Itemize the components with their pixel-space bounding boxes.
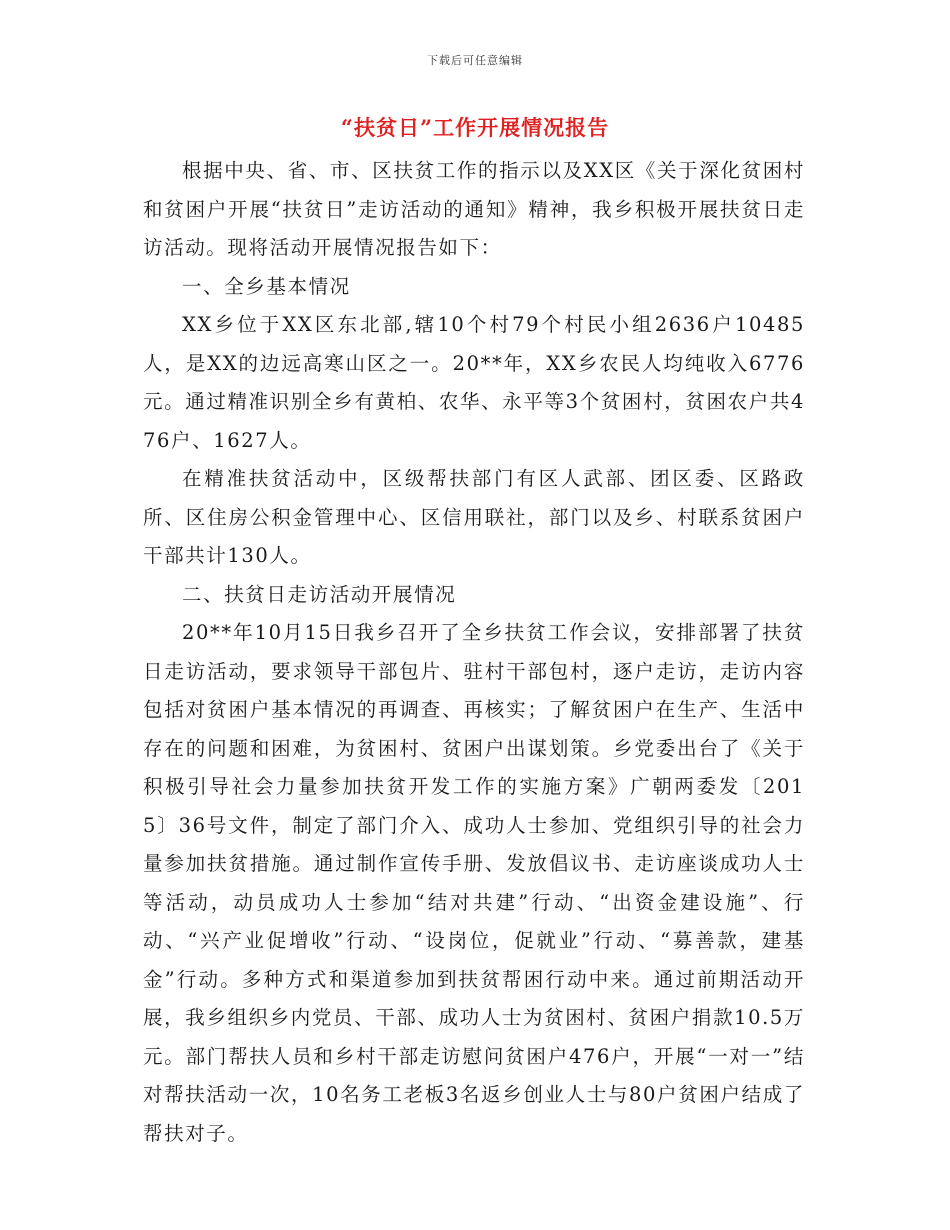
paragraph-visit-activities: 20**年10月15日我乡召开了全乡扶贫工作会议，安排部署了扶贫日走访活动，要求领导干部包片、驻村干部包村，逐户走访，走访内容包括对贫困户基本情况的再调查、再核实；了解贫困户在生产、生活中存在的问题和困难，为贫困村、贫困户出谋划策。乡党委出台了《关于积极引导社会力量参加扶贫开发工作的实施方案》广朝两委发〔201 5〕36号文件，制定了部门介入、成功人士参加、党组织引导的社会力量参加扶贫措施。通过制作宣传手册、发放倡议书、走访座谈成功人士等活动，动员成功人士参加“结对共建”行动、“出资金建设施”、行动、“兴产业促增收”行动、“设岗位，促就业”行动、“募善款，建基金”行动。多种方式和渠道参加到扶贫帮困行动中来。通过前期活动开展，我乡组织乡内党员、干部、成功人士为贫困村、贫困户捐款10.5万元。部门帮扶人员和乡村干部走访慰问贫困户476户，开展“一对一”结对帮扶活动一次，10名务工老板3名返乡创业人士与80户贫困户结成了帮扶对子。	[143, 621, 805, 1145]
paragraph-basic-situation: XX乡位于XX区东北部,辖10个村79个村民小组2636户10485人，是XX的边远高寒山区之一。20**年，XX乡农民人均纯收入6776元。通过精准识别全乡有黄柏、农华、永平等3个贫困村，贫困农户共476户、1627人。	[143, 313, 805, 452]
document-title: “扶贫日”工作开展情况报告	[340, 115, 610, 140]
page-header-note: 下载后可任意编辑	[427, 54, 523, 67]
section-heading-visit-activities: 二、扶贫日走访活动开展情况	[182, 582, 457, 606]
document-body	[143, 152, 805, 1153]
paragraph-intro: 根据中央、省、市、区扶贫工作的指示以及XX区《关于深化贫困村和贫困户开展“扶贫日”走访活动的通知》精神，我乡积极开展扶贫日走访活动。现将活动开展情况报告如下：	[143, 159, 805, 259]
section-heading-basic-situation: 一、全乡基本情况	[182, 274, 351, 298]
paragraph-support-departments: 在精准扶贫活动中，区级帮扶部门有区人武部、团区委、区路政所、区住房公积金管理中心、区信用联社，部门以及乡、村联系贫困户干部共计130人。	[143, 467, 805, 567]
